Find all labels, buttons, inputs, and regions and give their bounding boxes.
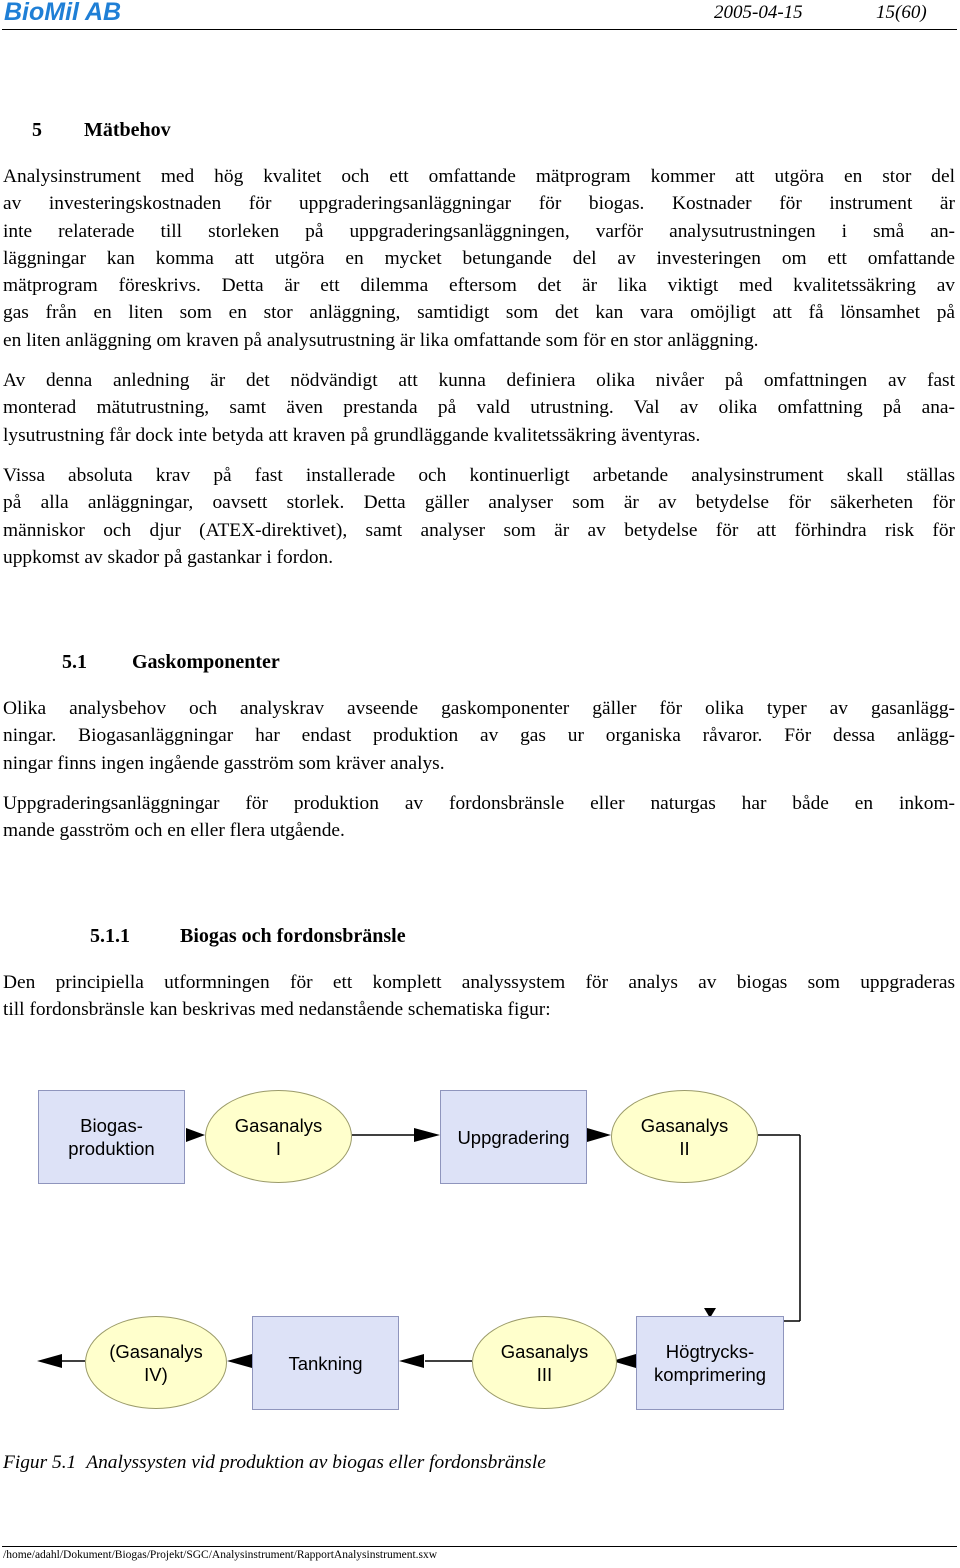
node-label: komprimering: [653, 1364, 767, 1385]
text-line: av investeringskostnaden för uppgraderingsanläggningar för biogas. Kostnader för instrument är: [3, 193, 955, 215]
text-line: läggningar kan komma att utgöra en mycket betungande del av investeringen om ett omfattande: [3, 247, 955, 269]
node-gasanalys-1: [205, 1090, 352, 1183]
text-line: Den principiella utformningen för ett komplett analyssystem för analys av biogas som uppgraderas: [3, 972, 955, 993]
text-line: ningar finns ingen ingående gasström som kräver analys.: [3, 752, 445, 774]
text-line: ningar. Biogasanläggningar har endast produktion av gas ur organiska råvaror. För dessa anlägg-: [3, 725, 955, 747]
text-line: på alla anläggningar, oavsett storlek. Detta gäller analyser som är av betydelse för säkerheten för: [3, 492, 955, 514]
text-line: monterad mätutrustning, samt även prestanda på vald utrustning. Val av olika omfattning på ana-: [3, 397, 955, 419]
section-number: 5.1: [62, 651, 87, 673]
node-uppgradering: [440, 1090, 587, 1184]
section-title: Mätbehov: [84, 119, 171, 141]
arrow-left: [227, 1354, 252, 1368]
node-biogasproduktion: [38, 1090, 185, 1184]
figure-number: Figur 5.1: [3, 1452, 77, 1473]
node-gasanalys-3: [472, 1316, 617, 1409]
node-label: II: [679, 1137, 690, 1159]
text-line: gas från en liten som en stor anläggning, samtidigt som det kan vara omöjligt att få lönsamhet på: [3, 302, 955, 324]
text-line: lysutrustning får dock inte betyda att kraven på grundläggande kvalitetssäkring äventyras.: [3, 424, 701, 446]
node-gasanalys-4: [85, 1316, 227, 1409]
text-line: mätprogram föreskrivs. Detta är ett dilemma eftersom det är lika viktigt med kvalitetssäkring av: [3, 275, 955, 297]
text-line: mande gasström och en eller flera utgående.: [3, 820, 345, 842]
text-line: till fordonsbränsle kan beskrivas med nedanstående schematiska figur:: [3, 999, 551, 1021]
node-gasanalys-2: [611, 1090, 758, 1183]
footer-rule: [2, 1546, 957, 1547]
arrow-right: [186, 1128, 205, 1142]
section-number: 5: [32, 119, 42, 141]
node-label: Gasanalys: [500, 1340, 589, 1362]
node-label: Gasanalys: [640, 1114, 729, 1136]
arrow-right: [587, 1128, 611, 1142]
figure-caption: [3, 1452, 546, 1474]
node-label: produktion: [68, 1138, 155, 1159]
arrow-right: [352, 1128, 440, 1142]
arrow-left: [399, 1354, 472, 1368]
text-line: Vissa absoluta krav på fast installerade och kontinuerligt arbetande analysinstrument skall ställas: [3, 465, 955, 486]
arrow-left: [37, 1354, 85, 1368]
node-label: I: [275, 1137, 282, 1159]
figure-caption-text: Analyssysten vid produktion av biogas eller fordonsbränsle: [86, 1452, 546, 1473]
text-line: en liten anläggning om kraven på analysutrustning är lika omfattande som för en stor anläggning.: [3, 329, 759, 351]
node-label: Uppgradering: [457, 1126, 570, 1148]
node-label: Gasanalys: [234, 1114, 323, 1136]
node-label: Tankning: [288, 1352, 363, 1374]
node-label: (Gasanalys: [109, 1340, 203, 1362]
node-label: Biogas-: [80, 1115, 143, 1136]
company-brand: BioMil AB: [4, 0, 122, 26]
header-date: 2005-04-15: [714, 2, 803, 23]
node-label: Högtrycks-: [665, 1341, 755, 1362]
header-page-number: 15(60): [876, 2, 927, 23]
text-line: inte relaterade till storleken på uppgraderingsanläggningen, varför analysutrustningen i små an-: [3, 220, 955, 242]
text-line: Uppgraderingsanläggningar för produktion av fordonsbränsle eller naturgas har både en inkom-: [3, 793, 955, 814]
text-line: människor och djur (ATEX-direktivet), samt analyser som är av betydelse för att förhindra risk för: [3, 519, 955, 541]
section-number: 5.1.1: [90, 925, 130, 947]
text-line: Av denna anledning är det nödvändigt att kunna definiera olika nivåer på omfattningen av fast: [3, 370, 955, 391]
node-label: III: [536, 1363, 553, 1385]
section-title: Biogas och fordonsbränsle: [180, 925, 406, 947]
footer-file-path: /home/adahl/Dokument/Biogas/Projekt/SGC/Analysinstrument/RapportAnalysinstrument.sxw: [3, 1549, 438, 1561]
text-line: Analysinstrument med hög kvalitet och ett omfattande mätprogram kommer att utgöra en stor del: [3, 166, 955, 187]
section-title: Gaskomponenter: [132, 651, 280, 673]
text-line: Olika analysbehov och analyskrav avseende gaskomponenter gäller för olika typer av gasanlägg-: [3, 698, 955, 719]
node-hogtryckskomprimering: [636, 1316, 784, 1410]
node-label: IV): [144, 1363, 168, 1385]
text-line: uppkomst av skador på gastankar i fordon.: [3, 546, 334, 568]
node-tankning: [252, 1316, 399, 1410]
